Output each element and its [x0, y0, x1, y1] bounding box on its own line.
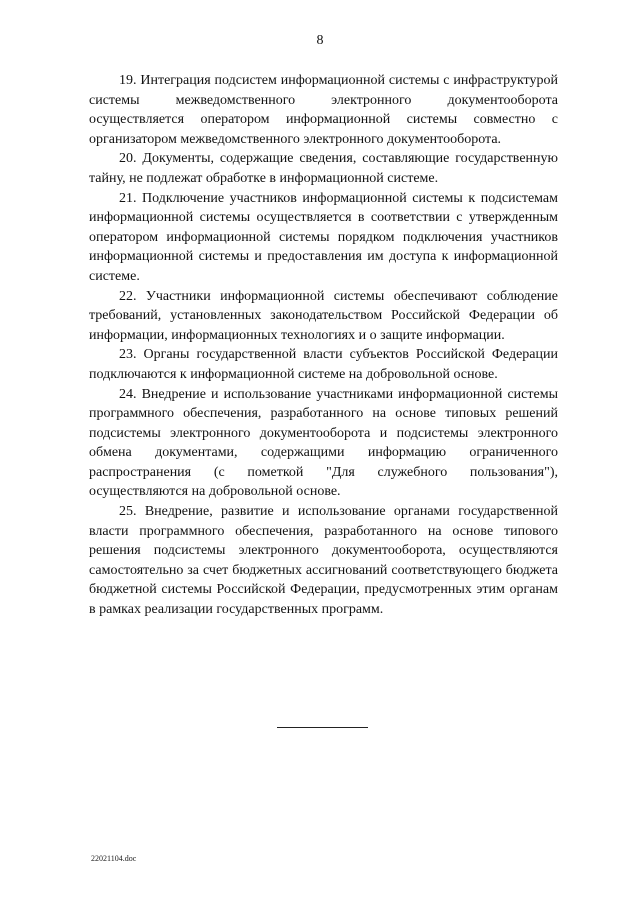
paragraph-20: 20. Документы, содержащие сведения, составляющие государственную тайну, не подлежат обработке в информационной системе. — [89, 151, 558, 186]
paragraph-23: 23. Органы государственной власти субъектов Российской Федерации подключаются к информационной системе на добровольной основе. — [89, 347, 558, 382]
document-body — [89, 71, 558, 620]
file-identifier: 22021104.doc — [91, 854, 137, 863]
paragraph-24: 24. Внедрение и использование участниками информационной системы программного обеспечения, разработанного на основе типовых решений подсистемы электронного документооборота и подсистемы электронного обмена документами, содержащими информацию ограниченного распространения (с пометкой "Для служебного пользования"), осуществляются на добровольной основе. — [89, 386, 558, 500]
paragraph-25: 25. Внедрение, развитие и использование органами государственной власти программного обеспечения, разработанного на основе типового решения подсистемы электронного документооборота, осуществляются самостоятельно за счет бюджетных ассигнований соответствующего бюджета бюджетной системы Российской Федерации, предусмотренных этим органам в рамках реализации государственных программ. — [89, 504, 558, 618]
paragraph-21: 21. Подключение участников информационной системы к подсистемам информационной системы осуществляется в соответствии с утвержденным оператором информационной системы порядком подключения участников информационной системы и предоставления им доступа к информационной системе. — [89, 190, 558, 284]
page-number: 8 — [316, 33, 324, 48]
paragraph-19: 19. Интеграция подсистем информационной системы с инфраструктурой системы межведомственного электронного документооборота осуществляется оператором информационной системы совместно с организатором межведомственного электронного документооборота. — [89, 73, 558, 147]
end-separator-line — [277, 727, 368, 728]
paragraph-22: 22. Участники информационной системы обеспечивают соблюдение требований, установленных законодательством Российской Федерации об информации, информационных технологиях и о защите информации. — [89, 288, 558, 343]
